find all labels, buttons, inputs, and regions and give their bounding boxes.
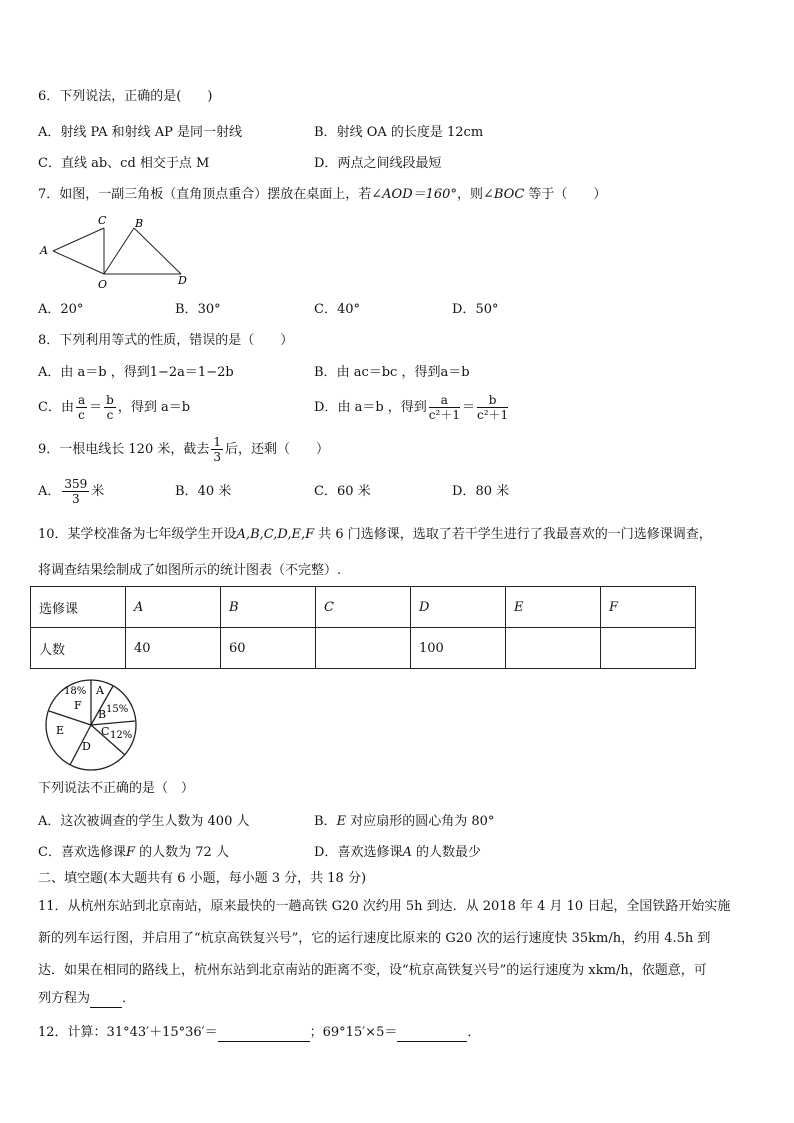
fraction: $\frac{b}{c}$	[106, 393, 114, 422]
q11-line4: 列方程为 ．	[38, 991, 136, 1006]
q10-option-d: D．喜欢选修课A 的人数最少	[314, 845, 481, 860]
q11-line2: 新的列车运行图，并启用了“杭京高铁复兴号”，它的运行速度比原来的 G20 次的运行速度快 35km/h，约用 4.5h 到	[38, 931, 711, 946]
section-heading: 二、填空题(本大题共有 6 小题，每小题 3 分，共 18 分)	[38, 871, 367, 886]
q7-figure	[36, 212, 196, 292]
table-row	[31, 628, 696, 669]
table-cell: C	[316, 587, 411, 628]
table-cell: A	[126, 587, 221, 628]
q7-label-b: B	[135, 217, 144, 230]
q6-option-a: A．射线 PA 和射线 AP 是同一射线	[38, 125, 242, 140]
q10-data-table	[30, 586, 696, 669]
q10-option-c: C．喜欢选修课F 的人数为 72 人	[38, 845, 229, 860]
q9-option-b: B．40 米	[175, 484, 232, 499]
q8-option-c: C．由 $\frac{a}{c}$ ＝ $\frac{b}{c}$ ，得到 a＝b	[38, 393, 191, 422]
q7-label-d: D	[178, 274, 187, 287]
q7-label-o: O	[98, 278, 108, 291]
pie-label-12: 12%	[110, 730, 133, 741]
q6-option-b: B．射线 OA 的长度是 12cm	[314, 125, 484, 140]
q6-option-c: C．直线 ab、cd 相交于点 M	[38, 156, 210, 171]
q9-option-a: A． $\frac{359}{3}$ 米	[38, 477, 105, 506]
q10-stem-line1: 10．某学校准备为七年级学生开设A,B,C,D,E,F 共 6 门选修课，选取了若干学生进行了我最喜欢的一门选修课调查，	[38, 527, 712, 542]
q8-option-d: D．由 a＝b ，得到 $\frac{a}{\text{c²＋1}}$ ＝ $\frac{b}{\text{c²＋1}}$	[314, 393, 509, 422]
pie-label-b: B	[98, 708, 107, 721]
fraction: $\frac{a}{c}$	[77, 393, 86, 422]
pie-label-e: E	[56, 724, 65, 737]
table-cell	[316, 628, 411, 669]
q10-stem-line2: 将调查结果绘制成了如图所示的统计图表（不完整）.	[38, 563, 342, 578]
table-cell: E	[506, 587, 601, 628]
q6-stem: 6．下列说法，正确的是( )	[38, 89, 213, 104]
q8-option-a: A．由 a＝b ，得到1−2a＝1−2b	[38, 365, 234, 380]
fraction: $\frac{a}{\text{c²＋1}}$	[428, 393, 460, 422]
answer-blank[interactable]	[218, 1027, 310, 1042]
q7-label-c: C	[98, 214, 107, 227]
q7-label-a: A	[40, 244, 48, 257]
q10-option-a: A．这次被调查的学生人数为 400 人	[38, 814, 250, 829]
pie-label-f: F	[74, 699, 82, 712]
q12-line: 12．计算：31°43′＋15°36′＝ ；69°15′×5＝ ．	[38, 1025, 481, 1040]
table-cell: 40	[126, 628, 221, 669]
q7-option-b: B．30°	[175, 302, 221, 317]
pie-label-c: C	[101, 725, 110, 738]
table-cell: 选修课	[31, 587, 126, 628]
table-cell: 人数	[31, 628, 126, 669]
table-cell: F	[601, 587, 696, 628]
table-cell	[601, 628, 696, 669]
q11-line3: 达．如果在相同的路线上，杭州东站到北京南站的距离不变，设“杭京高铁复兴号”的运行速度为 xkm/h，依题意，可	[38, 963, 707, 978]
answer-blank[interactable]	[397, 1027, 467, 1042]
q7-stem: 7．如图，一副三角板（直角顶点重合）摆放在桌面上，若∠AOD＝160°，则∠BOC 等于（ ）	[38, 187, 607, 202]
q10-question: 下列说法不正确的是（ ）	[38, 781, 195, 796]
table-row	[31, 587, 696, 628]
q7-option-c: C．40°	[314, 302, 360, 317]
table-cell	[506, 628, 601, 669]
q8-option-b: B．由 ac＝bc ，得到a＝b	[314, 365, 470, 380]
answer-blank[interactable]	[90, 993, 122, 1008]
table-cell: D	[411, 587, 506, 628]
pie-label-a: A	[96, 684, 104, 697]
pie-label-d: D	[82, 740, 91, 753]
table-cell: 60	[221, 628, 316, 669]
table-cell: B	[221, 587, 316, 628]
q6-option-d: D．两点之间线段最短	[314, 156, 442, 171]
q10-pie-chart	[40, 676, 144, 776]
fraction: $\frac{359}{3}$	[64, 477, 88, 506]
q11-line1: 11．从杭州东站到北京南站，原来最快的一趟高铁 G20 次约用 5h 到达．从 2018 年 4 月 10 日起，全国铁路开始实施	[38, 899, 731, 914]
pie-label-15: 15%	[106, 704, 129, 715]
fraction: $\frac{b}{\text{c²＋1}}$	[476, 393, 509, 422]
q10-option-b: B．E 对应扇形的圆心角为 80°	[314, 814, 495, 829]
q8-stem: 8．下列利用等式的性质，错误的是（ ）	[38, 333, 294, 348]
q9-option-c: C．60 米	[314, 484, 371, 499]
q9-stem: 9．一根电线长 120 米，截去 $\frac{1}{3}$ 后，还剩（ ）	[38, 435, 330, 464]
q7-option-a: A．20°	[38, 302, 84, 317]
table-cell: 100	[411, 628, 506, 669]
q7-option-d: D．50°	[452, 302, 499, 317]
pie-label-18: 18%	[64, 686, 87, 697]
q9-option-d: D．80 米	[452, 484, 510, 499]
fraction: $\frac{1}{3}$	[213, 435, 221, 464]
